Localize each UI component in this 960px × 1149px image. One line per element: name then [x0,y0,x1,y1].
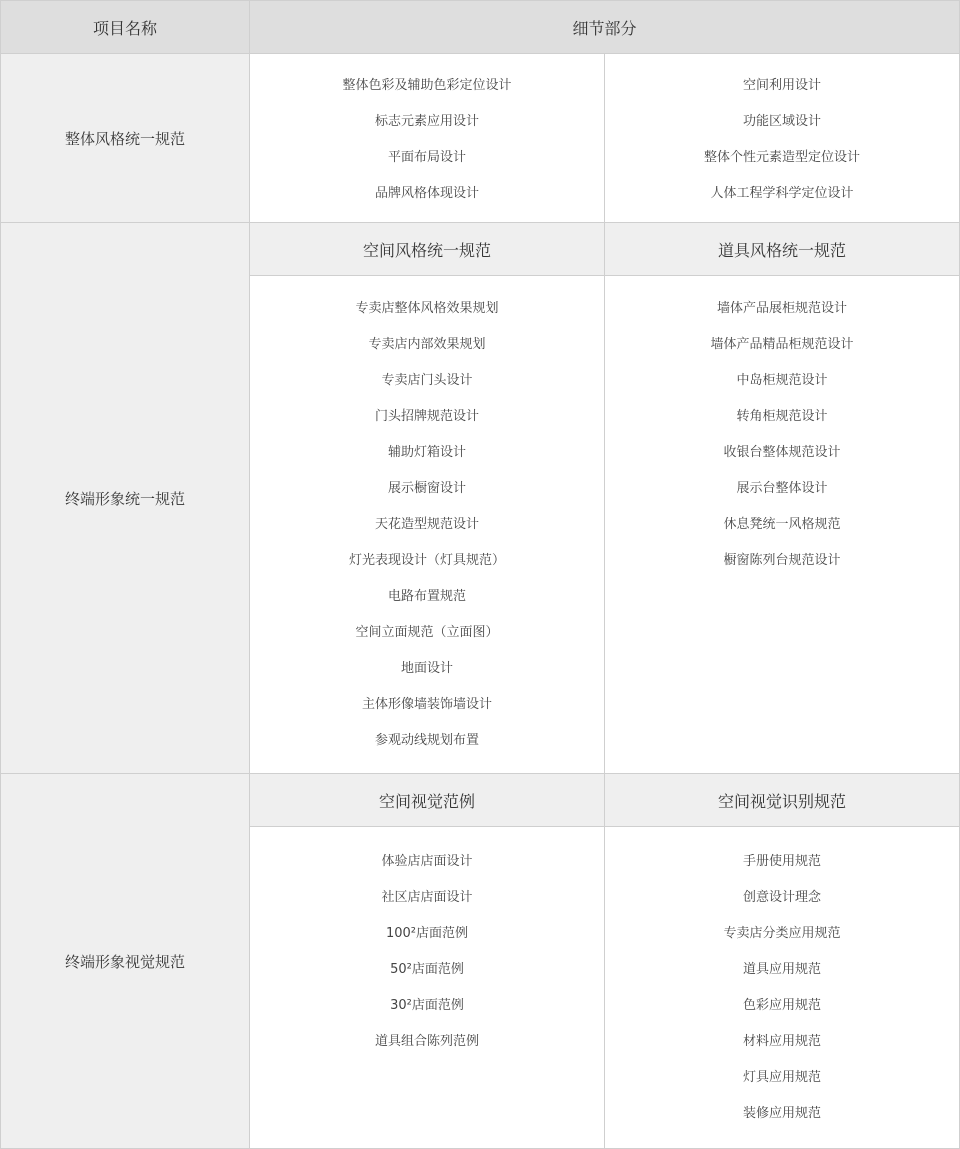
list-item: 专卖店内部效果规划 [368,337,486,352]
list-item: 主体形像墙装饰墙设计 [361,697,492,712]
detail-list [250,844,604,1060]
subheader-title: 道具风格统一规范 [717,240,846,260]
list-item: 空间利用设计 [742,78,821,93]
subheader-title: 空间视觉范例 [378,791,475,811]
list-item: 30²店面范例 [390,998,464,1013]
header-project-name-label: 项目名称 [92,18,157,38]
subheader-cell [249,773,605,827]
detail-list [605,291,959,579]
list-item: 辅助灯箱设计 [387,445,466,460]
header-project-name [0,0,250,54]
list-item: 品牌风格体现设计 [374,186,479,201]
detail-left-cell [249,826,605,1149]
list-item: 功能区域设计 [742,114,821,129]
subheader-cell [249,222,605,276]
list-item: 道具应用规范 [742,962,821,977]
list-item: 整体色彩及辅助色彩定位设计 [342,78,512,93]
row-name-cell [0,53,250,223]
list-item: 展示橱窗设计 [387,481,466,496]
list-item: 门头招牌规范设计 [374,409,479,424]
header-detail [249,0,960,54]
list-item: 空间立面规范（立面图） [355,625,499,640]
list-item: 地面设计 [400,661,453,676]
list-item: 电路布置规范 [387,589,466,604]
list-item: 参观动线规划布置 [374,733,479,748]
list-item: 人体工程学科学定位设计 [710,186,854,201]
detail-left-cell [249,53,605,223]
list-item: 装修应用规范 [742,1106,821,1121]
list-item: 中岛柜规范设计 [736,373,828,388]
list-item: 材料应用规范 [742,1034,821,1049]
list-item: 墙体产品展柜规范设计 [716,301,847,316]
row-name: 整体风格统一规范 [64,129,185,148]
detail-list [605,844,959,1132]
list-item: 转角柜规范设计 [736,409,828,424]
list-item: 平面布局设计 [387,150,466,165]
list-item: 标志元素应用设计 [374,114,479,129]
subheader-cell [604,773,960,827]
list-item: 体验店店面设计 [381,854,473,869]
list-item: 橱窗陈列台规范设计 [723,553,841,568]
list-item: 灯具应用规范 [742,1070,821,1085]
list-item: 色彩应用规范 [742,998,821,1013]
row-name-cell [0,222,250,774]
list-item: 整体个性元素造型定位设计 [703,150,860,165]
row-name: 终端形象视觉规范 [64,952,185,971]
list-item: 创意设计理念 [742,890,821,905]
subheader-title: 空间视觉识别规范 [717,791,846,811]
list-item: 社区店店面设计 [381,890,473,905]
row-name: 终端形象统一规范 [64,489,185,508]
list-item: 墙体产品精品柜规范设计 [710,337,854,352]
list-item: 展示台整体设计 [736,481,828,496]
list-item: 100²店面范例 [385,926,469,941]
header-detail-label: 细节部分 [572,18,637,38]
list-item: 专卖店整体风格效果规划 [355,301,499,316]
detail-list [605,68,959,212]
detail-list [250,68,604,212]
subheader-cell [604,222,960,276]
list-item: 天花造型规范设计 [374,517,479,532]
list-item: 灯光表现设计（灯具规范） [348,553,505,568]
list-item: 50²店面范例 [390,962,464,977]
detail-right-cell [604,53,960,223]
list-item: 手册使用规范 [742,854,821,869]
list-item: 专卖店分类应用规范 [723,926,841,941]
detail-right-cell [604,826,960,1149]
row-name-cell [0,773,250,1149]
list-item: 收银台整体规范设计 [723,445,841,460]
detail-left-cell [249,275,605,774]
detail-right-cell [604,275,960,774]
subheader-title: 空间风格统一规范 [362,240,491,260]
list-item: 休息凳统一风格规范 [723,517,841,532]
list-item: 专卖店门头设计 [381,373,473,388]
detail-list [250,291,604,759]
list-item: 道具组合陈列范例 [374,1034,479,1049]
